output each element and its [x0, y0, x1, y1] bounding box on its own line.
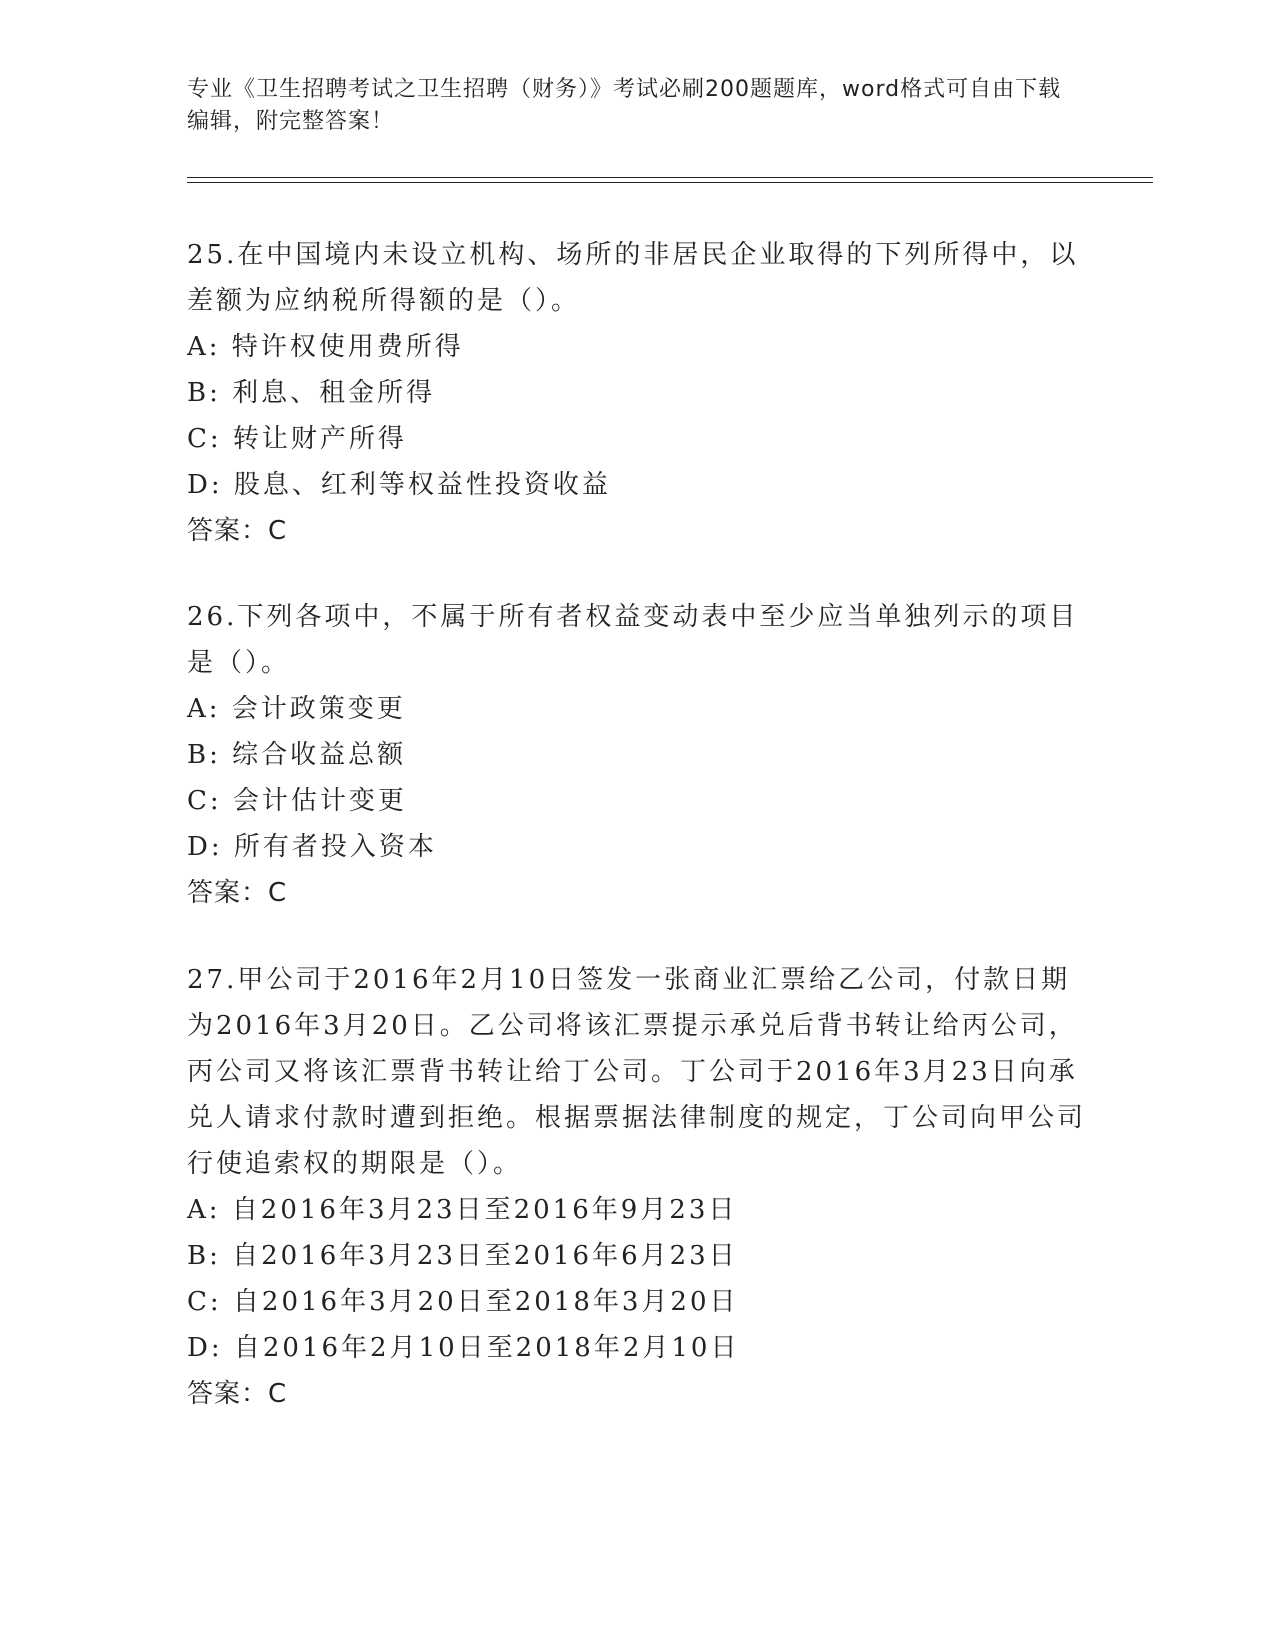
- answer: 答案：C: [187, 516, 288, 546]
- option-b: B: 综合收益总额: [187, 740, 407, 770]
- option-c: C: 转让财产所得: [187, 424, 407, 454]
- question-25: [187, 232, 1087, 554]
- question-27: [187, 957, 1087, 1417]
- option-a: A: 特许权使用费所得: [187, 332, 464, 362]
- option-d: D: 所有者投入资本: [187, 832, 437, 862]
- answer: 答案：C: [187, 878, 288, 908]
- header-divider-top: [187, 177, 1153, 178]
- document-header: 专业《卫生招聘考试之卫生招聘（财务）》考试必刷200题题库，word格式可自由下载编辑，附完整答案！: [187, 77, 1062, 134]
- question-26: [187, 594, 1087, 916]
- option-b: B: 自2016年3月23日至2016年6月23日: [187, 1241, 738, 1271]
- option-d: D: 股息、红利等权益性投资收益: [187, 470, 611, 500]
- option-c: C: 自2016年3月20日至2018年3月20日: [187, 1287, 739, 1317]
- option-a: A: 自2016年3月23日至2016年9月23日: [187, 1195, 738, 1225]
- question-stem: 27.甲公司于2016年2月10日签发一张商业汇票给乙公司，付款日期为2016年3月20日。乙公司将该汇票提示承兑后背书转让给丙公司，丙公司又将该汇票背书转让给丁公司。丁公司于2016年3月23日向承兑人请求付款时遭到拒绝。根据票据法律制度的规定，丁公司向甲公司行使追索权的期限是（）。: [187, 965, 1087, 1179]
- question-stem: 26.下列各项中，不属于所有者权益变动表中至少应当单独列示的项目是（）。: [187, 602, 1079, 678]
- question-stem: 25.在中国境内未设立机构、场所的非居民企业取得的下列所得中，以差额为应纳税所得额的是（）。: [187, 240, 1079, 316]
- option-a: A: 会计政策变更: [187, 694, 406, 724]
- answer: 答案：C: [187, 1379, 288, 1409]
- option-d: D: 自2016年2月10日至2018年2月10日: [187, 1333, 740, 1363]
- option-c: C: 会计估计变更: [187, 786, 407, 816]
- header-divider-bottom: [187, 182, 1153, 183]
- option-b: B: 利息、租金所得: [187, 378, 436, 408]
